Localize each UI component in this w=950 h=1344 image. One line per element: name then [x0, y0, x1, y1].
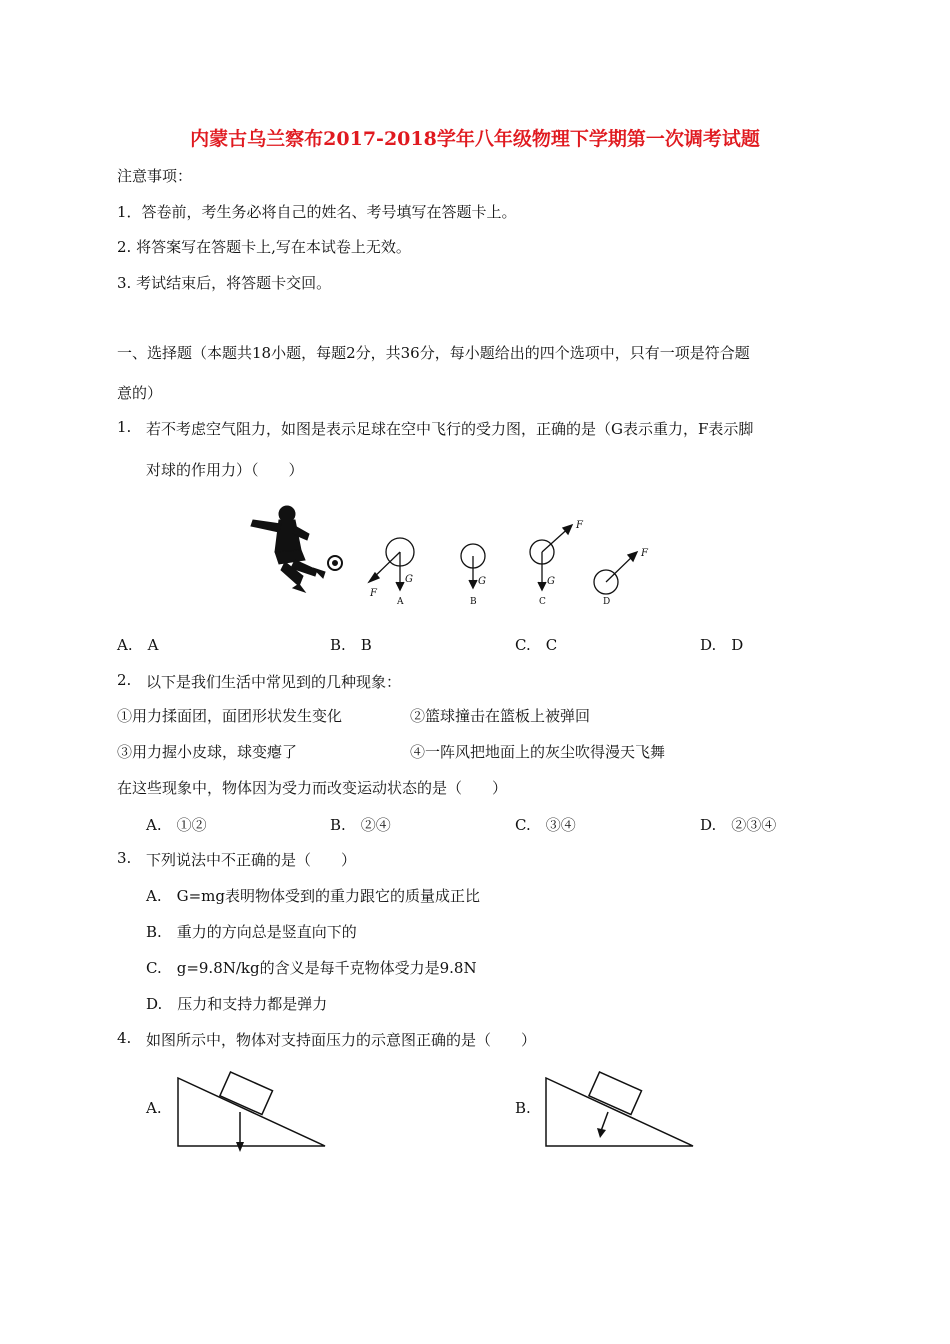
- phenomenon-2: ②篮球撞击在篮板上被弹回: [410, 707, 591, 725]
- option-c: C. C: [515, 636, 558, 654]
- notes-heading: 注意事项：: [117, 167, 193, 185]
- force-label: F: [370, 588, 377, 599]
- section-heading: 一、选择题（本题共18小题，每题2分，共36分，每小题给出的四个选项中，只有一项是符合题: [117, 344, 750, 362]
- question-stem: 下列说法中不正确的是（ ）: [146, 851, 357, 869]
- question-number: 1.: [117, 418, 132, 436]
- figure-label-b: B.: [515, 1099, 531, 1117]
- question-number: 3.: [117, 849, 132, 867]
- panel-label: C: [539, 597, 546, 607]
- panel-label: A: [397, 597, 404, 607]
- option-b: B. B: [330, 636, 372, 654]
- option-d: D. D: [700, 636, 744, 654]
- option-a: A. ①②: [146, 816, 207, 834]
- force-label: G: [478, 576, 486, 587]
- football-player-illustration: [251, 506, 342, 592]
- panel-label: D: [603, 597, 611, 607]
- note-item-2: 2. 将答案写在答题卡上,写在本试卷上无效。: [117, 238, 411, 256]
- option-c: C. ③④: [515, 816, 576, 834]
- force-label: G: [547, 576, 555, 587]
- force-label: F: [576, 520, 583, 531]
- option-b: B. 重力的方向总是竖直向下的: [146, 923, 357, 941]
- football-force-figure: [245, 500, 655, 625]
- question-stem: 以下是我们生活中常见到的几种现象：: [146, 673, 402, 691]
- force-label: G: [405, 574, 413, 585]
- panel-label: B: [470, 597, 477, 607]
- question-number: 2.: [117, 671, 132, 689]
- option-b: B. ②④: [330, 816, 391, 834]
- phenomenon-1: ①用力揉面团，面团形状发生变化: [117, 707, 343, 725]
- note-item-3: 3. 考试结束后，将答题卡交回。: [117, 274, 332, 292]
- option-c: C. g=9.8N/kg的含义是每千克物体受力是9.8N: [146, 959, 477, 977]
- force-label: F: [641, 548, 648, 559]
- note-item-1: 1．答卷前，考生务必将自己的姓名、考号填写在答题卡上。: [117, 203, 517, 221]
- phenomenon-4: ④一阵风把地面上的灰尘吹得漫天飞舞: [410, 743, 666, 761]
- page-title: 内蒙古乌兰察布2017-2018学年八年级物理下学期第一次调考试题: [190, 128, 760, 150]
- section-heading-cont: 意的）: [117, 384, 163, 402]
- question-stem-cont: 对球的作用力）（ ）: [146, 461, 304, 479]
- option-d: D. ②③④: [700, 816, 777, 834]
- incline-figure-a: [170, 1068, 335, 1153]
- phenomenon-3: ③用力握小皮球，球变瘪了: [117, 743, 298, 761]
- figure-label-a: A.: [146, 1099, 162, 1117]
- option-a: A. A: [117, 636, 159, 654]
- option-a: A. G=mg表明物体受到的重力跟它的质量成正比: [146, 887, 480, 905]
- incline-figure-b: [538, 1068, 703, 1153]
- question-stem: 如图所示中，物体对支持面压力的示意图正确的是（ ）: [146, 1031, 537, 1049]
- question-text: 在这些现象中，物体因为受力而改变运动状态的是（ ）: [117, 779, 508, 797]
- option-d: D. 压力和支持力都是弹力: [146, 995, 328, 1013]
- question-number: 4.: [117, 1029, 132, 1047]
- question-stem: 若不考虑空气阻力，如图是表示足球在空中飞行的受力图，正确的是（G表示重力，F表示脚: [146, 420, 754, 438]
